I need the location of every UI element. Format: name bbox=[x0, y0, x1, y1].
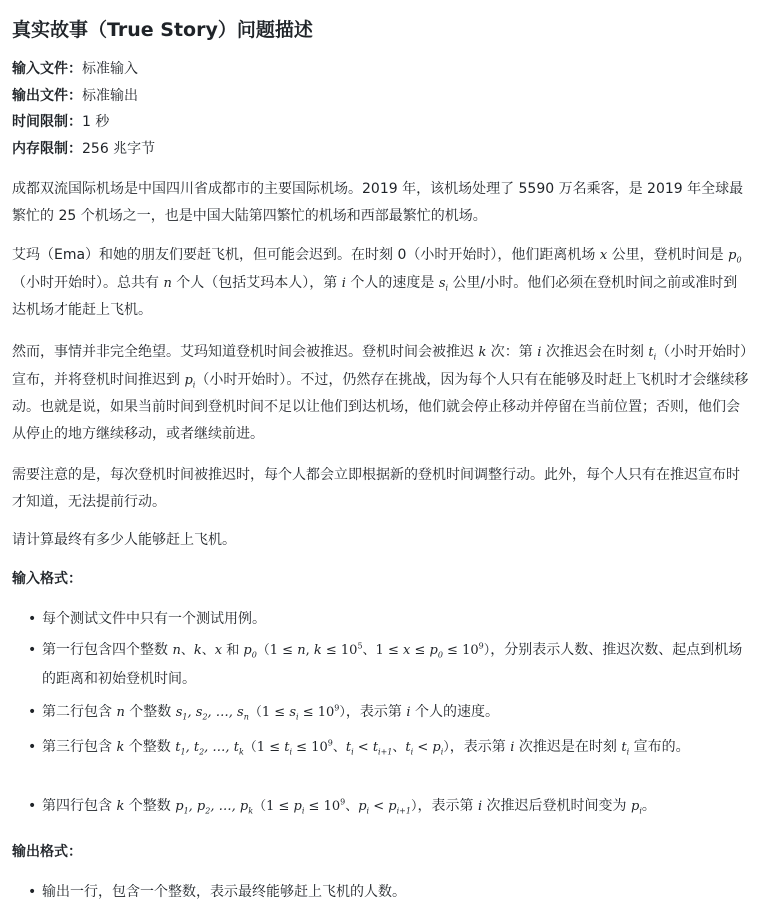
math-times: $t_1$, $t_2$, …, $t_k$ bbox=[175, 740, 244, 757]
b3-text-c: ，表示第 bbox=[345, 704, 407, 720]
p3-text-e: （小时开始时）。不过，仍然存在挑战，因为每个人只有在能够及时赶上飞机时才会继续移动。也就是说，如果当前时间到登机时间不足以让他们到达机场，他们就会停止移动并停留在当前位置；否则，他们会从停止的地方继续移动，或者继续前进。 bbox=[12, 371, 749, 442]
math-i: i bbox=[406, 705, 411, 720]
b2-text-b: ，分别表示人数、推迟次数、起点到机场的距离和初始登机时间。 bbox=[42, 642, 743, 687]
math-boarding-times: $p_1$, $p_2$, …, $p_k$ bbox=[175, 799, 254, 816]
time-limit-row bbox=[12, 111, 109, 133]
memory-limit-value: 256 兆字节 bbox=[82, 141, 156, 157]
memory-limit-row bbox=[12, 138, 155, 160]
output-file-row bbox=[12, 85, 138, 107]
b4-text-e: 宣布的。 bbox=[629, 739, 690, 755]
math-i: i bbox=[510, 740, 515, 755]
math-n: n bbox=[163, 275, 172, 291]
b5-text-d: 次推迟后登机时间变为 bbox=[482, 798, 632, 814]
b4-text-b: 个整数 bbox=[124, 739, 176, 755]
time-limit-label: 时间限制： bbox=[12, 114, 82, 130]
b4-text-d: 次推迟是在时刻 bbox=[514, 739, 622, 755]
math-i: i bbox=[341, 275, 346, 291]
math-pi: $p_i$ bbox=[184, 372, 196, 390]
b3-text-d: 个人的速度。 bbox=[410, 704, 499, 720]
math-p0: $p_0$ bbox=[728, 248, 742, 265]
input-bullet-2: • 第一行包含四个整数 n、k、x 和 $p_0(1 \le n$, $k \le 10^5$、$1 \le x \le p_0 \le 10^9$），分别表示人数、推迟次数、起点到机场的距离和初始登机时间。 bbox=[42, 636, 746, 693]
math-pi: $p_i$ bbox=[631, 799, 642, 816]
paragraph-task: 请计算最终有多少人能够赶上飞机。 bbox=[12, 532, 236, 548]
math-speeds: $s_1$, $s_2$, …, $s_n$ bbox=[175, 705, 249, 722]
input-format-heading: 输入格式： bbox=[12, 571, 82, 587]
p2-text-d: 个人（包括艾玛本人），第 bbox=[171, 274, 342, 291]
paragraph-delays bbox=[12, 339, 750, 447]
input-bullet-5: • 第四行包含 k 个整数 $p_1$, $p_2$, …, $p_k(1 \le p_i \le 10^9$、$p_i < p_{i+1}$），表示第 i 次推迟后登机时间变为 $p_i$。 bbox=[42, 792, 746, 821]
math-k: k bbox=[116, 740, 125, 755]
p3-text-a: 然而，事情并非完全绝望。艾玛知道登机时间会被推迟。登机时间会被推迟 bbox=[12, 344, 479, 360]
memory-limit-label: 内存限制： bbox=[12, 141, 82, 157]
math-ti: $t_i$ bbox=[648, 345, 657, 362]
p2-text-f: 公里/小时。他们必须在登机时间之前或准时到达机场才能赶上飞机。 bbox=[12, 274, 738, 318]
input-bullet-4: • 第三行包含 k 个整数 $t_1$, $t_2$, …, $t_k(1 \le t_i \le 10^9$、$t_i < t_{i+1}$、$t_i < p_i$），表示第 i 次推迟是在时刻 $t_i$ 宣布的。 bbox=[42, 733, 746, 762]
paragraph-setup bbox=[12, 242, 750, 324]
math-n: n bbox=[116, 705, 125, 720]
b2-text-a: 第一行包含四个整数 bbox=[42, 642, 173, 658]
time-limit-value: 1 秒 bbox=[82, 114, 110, 130]
b5-text-b: 个整数 bbox=[124, 798, 176, 814]
math-si: $s_i$ bbox=[438, 275, 449, 293]
p2-text-e: 个人的速度是 bbox=[345, 274, 439, 291]
input-bullet-3: • 第二行包含 n 个整数 $s_1$, $s_2$, …, $s_n(1 \le s_i \le 10^9)$，表示第 i 个人的速度。 bbox=[42, 698, 746, 727]
math-k: k bbox=[116, 799, 125, 814]
p2-text-c: （小时开始时）。总共有 bbox=[12, 274, 164, 291]
output-format-heading: 输出格式： bbox=[12, 844, 82, 860]
math-x: x bbox=[599, 248, 608, 263]
input-bullet-1: • 每个测试文件中只有一个测试用例。 bbox=[42, 605, 746, 633]
input-file-label: 输入文件： bbox=[12, 61, 82, 77]
math-k: k bbox=[478, 345, 487, 360]
b5-text-c: ，表示第 bbox=[417, 798, 478, 814]
math-first-line-vars: n bbox=[172, 643, 181, 658]
p3-text-d: （小时开始时）宣布，并将登机时间推迟到 bbox=[12, 344, 748, 388]
output-bullet-1: • 输出一行，包含一个整数，表示最终能够赶上飞机的人数。 bbox=[42, 878, 746, 906]
b5-text-a: 第四行包含 bbox=[42, 798, 117, 814]
b5-text-e: 。 bbox=[641, 798, 656, 814]
b4-text-c: ，表示第 bbox=[449, 739, 511, 755]
math-i: i bbox=[537, 345, 542, 360]
output-file-label: 输出文件： bbox=[12, 88, 82, 104]
b4-text-a: 第三行包含 bbox=[42, 739, 117, 755]
output-file-value: 标准输出 bbox=[82, 88, 138, 104]
math-i: i bbox=[477, 799, 483, 814]
input-file-row bbox=[12, 58, 138, 80]
p2-text-b: 公里，登机时间是 bbox=[607, 247, 729, 263]
page-title: 真实故事（True Story）问题描述 bbox=[12, 19, 313, 41]
paragraph-note: 需要注意的是，每次登机时间被推迟时，每个人都会立即根据新的登机时间调整行动。此外，每个人只有在推迟宣布时才知道，无法提前行动。 bbox=[12, 467, 740, 510]
input-file-value: 标准输入 bbox=[82, 61, 138, 77]
p3-text-b: 次：第 bbox=[486, 344, 538, 360]
p3-text-c: 次推迟会在时刻 bbox=[541, 344, 649, 360]
b3-text-b: 个整数 bbox=[124, 704, 176, 720]
math-ti: $t_i$ bbox=[621, 740, 630, 757]
paragraph-intro: 成都双流国际机场是中国四川省成都市的主要国际机场。2019 年，该机场处理了 5590 万名乘客，是 2019 年全球最繁忙的 25 个机场之一，也是中国大陆第四繁忙的机场和西部最繁忙的机场。 bbox=[12, 181, 744, 224]
p2-text-a: 艾玛（Ema）和她的朋友们要赶飞机，但可能会迟到。在时刻 0（小时开始时），他们距离机场 bbox=[12, 247, 600, 263]
b3-text-a: 第二行包含 bbox=[42, 704, 117, 720]
